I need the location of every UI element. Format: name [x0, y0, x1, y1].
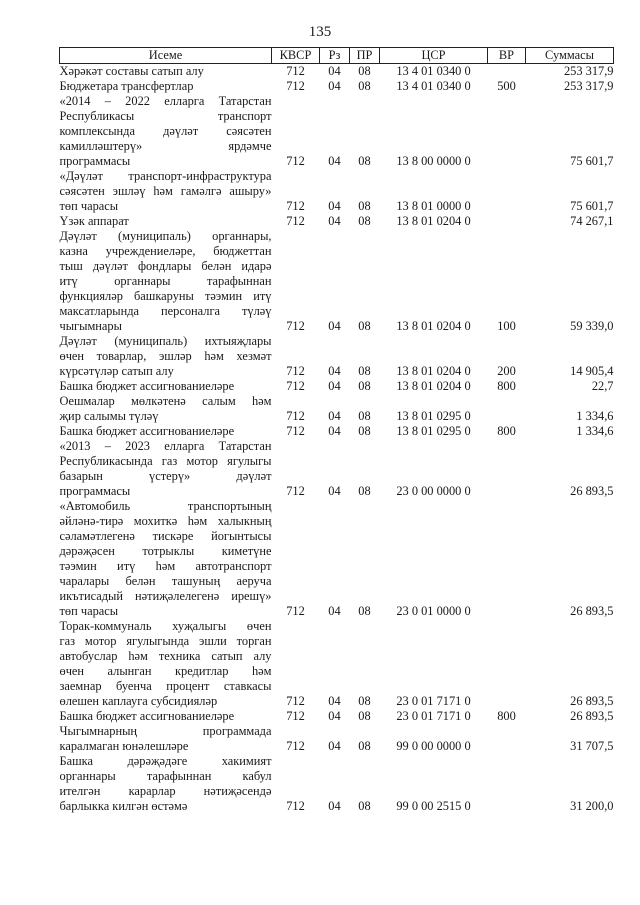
name-line: сәясәтен эшләү һәм гамәлгә ашыру»	[59, 184, 272, 198]
table-row	[60, 214, 614, 229]
cell-name	[60, 379, 272, 394]
cell-csr: 13 8 01 0204 0	[396, 364, 471, 378]
table-row	[60, 94, 614, 169]
cell-csr: 23 0 01 0000 0	[396, 604, 471, 618]
cell-rz: 04	[328, 154, 341, 168]
table-row	[60, 79, 614, 94]
name-line: барлыкка килгән өстәмә	[59, 799, 188, 813]
name-line: каралмаган юнәлешләре	[59, 739, 189, 753]
cell-name	[60, 709, 272, 724]
cell-pr: 08	[358, 709, 371, 723]
cell-kvsr: 712	[286, 79, 305, 93]
cell-name	[60, 424, 272, 439]
cell-csr: 13 8 01 0204 0	[396, 319, 471, 333]
cell-sum: 75 601,7	[570, 154, 614, 168]
header-csr: ЦСР	[380, 48, 488, 64]
name-line: Чыгымнарның программада	[59, 724, 272, 738]
name-line: Торак-коммуналь хуҗалыгы өчен	[59, 619, 272, 633]
cell-pr: 08	[358, 79, 371, 93]
cell-rz: 04	[328, 739, 341, 753]
cell-vr	[488, 214, 526, 229]
cell-name	[60, 724, 272, 754]
name-line: Башка бюджет ассигнованиеләре	[59, 424, 235, 438]
name-line: төп чарасы	[59, 199, 119, 213]
cell-pr: 08	[358, 214, 371, 228]
cell-csr: 13 8 01 0295 0	[396, 409, 471, 423]
cell-sum: 31 200,0	[570, 799, 614, 813]
name-line: өлешен каплауга субсидияләр	[59, 694, 218, 708]
name-line: программасы	[59, 484, 131, 498]
name-line: «2014 – 2022 елларга Татарстан	[59, 94, 272, 108]
table-row	[60, 334, 614, 379]
cell-kvsr: 712	[286, 424, 305, 438]
cell-rz: 04	[328, 424, 341, 438]
cell-csr: 23 0 00 0000 0	[396, 484, 471, 498]
cell-sum: 26 893,5	[570, 484, 614, 498]
cell-pr: 08	[358, 379, 371, 393]
cell-rz: 04	[328, 604, 341, 618]
cell-csr: 99 0 00 0000 0	[396, 739, 471, 753]
cell-name	[60, 754, 272, 814]
cell-sum: 26 893,5	[570, 709, 614, 723]
cell-rz: 04	[328, 709, 341, 723]
header-pr: ПР	[350, 48, 380, 64]
name-line: тәэмин итү һәм автотранспорт	[59, 559, 272, 573]
table-row	[60, 424, 614, 439]
cell-rz: 04	[328, 694, 341, 708]
cell-kvsr: 712	[286, 199, 305, 213]
cell-vr: 800	[497, 424, 516, 438]
name-line: автобуслар һәм техника сатып алу	[59, 649, 272, 663]
cell-kvsr: 712	[286, 694, 305, 708]
cell-csr: 99 0 00 2515 0	[396, 799, 471, 813]
name-line: Хәрәкәт составы сатып алу	[59, 64, 204, 78]
name-line: казна учреждениеләре, бюджеттан	[59, 244, 272, 258]
name-line: Дәүләт (муниципаль) органнары,	[59, 229, 272, 243]
name-line: Башка бюджет ассигнованиеләре	[59, 379, 235, 393]
name-line: камилләштерү» ярдәмче	[59, 139, 272, 153]
cell-pr: 08	[358, 694, 371, 708]
table-row	[60, 709, 614, 724]
table-row	[60, 379, 614, 394]
header-name: Исеме	[60, 48, 272, 64]
name-line: сәламәтлегенә тискәре йогынтысы	[59, 529, 272, 543]
cell-pr: 08	[358, 409, 371, 423]
cell-sum: 26 893,5	[570, 604, 614, 618]
cell-csr: 13 4 01 0340 0	[396, 64, 471, 78]
cell-vr	[488, 394, 526, 424]
cell-kvsr: 712	[286, 709, 305, 723]
name-line: Республикасында газ мотор ягулыгы	[59, 454, 272, 468]
header-sum: Суммасы	[526, 48, 614, 64]
cell-name	[60, 229, 272, 334]
cell-pr: 08	[358, 484, 371, 498]
cell-csr: 13 8 01 0204 0	[396, 214, 471, 228]
cell-rz: 04	[328, 64, 341, 78]
cell-kvsr: 712	[286, 379, 305, 393]
cell-rz: 04	[328, 199, 341, 213]
cell-vr	[488, 94, 526, 169]
cell-rz: 04	[328, 214, 341, 228]
header-vr: ВР	[488, 48, 526, 64]
table-row	[60, 724, 614, 754]
name-line: максатларында персоналга түләү	[59, 304, 272, 318]
cell-csr: 23 0 01 7171 0	[396, 694, 471, 708]
cell-vr	[488, 754, 526, 814]
cell-pr: 08	[358, 64, 371, 78]
cell-csr: 13 8 01 0204 0	[396, 379, 471, 393]
cell-csr: 23 0 01 7171 0	[396, 709, 471, 723]
cell-kvsr: 712	[286, 319, 305, 333]
cell-sum: 31 707,5	[570, 739, 614, 753]
cell-sum: 253 317,9	[563, 64, 614, 78]
table-row	[60, 394, 614, 424]
cell-vr	[488, 499, 526, 619]
cell-vr: 200	[497, 364, 516, 378]
name-line: Дәүләт (муниципаль) ихтыяҗлары	[59, 334, 272, 348]
name-line: төп чарасы	[59, 604, 119, 618]
cell-sum: 74 267,1	[570, 214, 614, 228]
cell-csr: 13 8 01 0000 0	[396, 199, 471, 213]
cell-csr: 13 8 00 0000 0	[396, 154, 471, 168]
cell-rz: 04	[328, 319, 341, 333]
cell-name	[60, 394, 272, 424]
table-row	[60, 754, 614, 814]
cell-pr: 08	[358, 154, 371, 168]
table-row	[60, 169, 614, 214]
cell-csr: 13 4 01 0340 0	[396, 79, 471, 93]
cell-sum: 1 334,6	[576, 409, 614, 423]
cell-pr: 08	[358, 319, 371, 333]
cell-pr: 08	[358, 604, 371, 618]
cell-pr: 08	[358, 424, 371, 438]
name-line: «Дәүләт транспорт-инфраструктура	[59, 169, 272, 183]
cell-kvsr: 712	[286, 484, 305, 498]
name-line: ителгән карарлар нәтиҗәсендә	[59, 784, 272, 798]
cell-rz: 04	[328, 79, 341, 93]
name-line: Бюджетара трансфертлар	[59, 79, 194, 93]
table-header-row	[60, 48, 614, 64]
cell-csr: 13 8 01 0295 0	[396, 424, 471, 438]
cell-vr: 800	[497, 379, 516, 393]
cell-vr	[488, 724, 526, 754]
cell-name	[60, 214, 272, 229]
header-kvsr: КВСР	[272, 48, 320, 64]
cell-name	[60, 169, 272, 214]
name-line: өчен алынган кредитлар һәм	[59, 664, 272, 678]
cell-kvsr: 712	[286, 214, 305, 228]
cell-kvsr: 712	[286, 409, 305, 423]
name-line: җир салымы түләү	[59, 409, 159, 423]
cell-kvsr: 712	[286, 154, 305, 168]
name-line: Башка дәрәҗәдәге хакимият	[59, 754, 272, 768]
name-line: заемнар буенча процент ставкасы	[59, 679, 272, 693]
name-line: программасы	[59, 154, 131, 168]
cell-pr: 08	[358, 364, 371, 378]
name-line: Башка бюджет ассигнованиеләре	[59, 709, 235, 723]
cell-sum: 75 601,7	[570, 199, 614, 213]
table-row	[60, 619, 614, 709]
cell-sum: 14 905,4	[570, 364, 614, 378]
cell-vr	[488, 619, 526, 709]
name-line: функцияләр башкаруны тәэмин итү	[59, 289, 272, 303]
cell-name	[60, 334, 272, 379]
cell-kvsr: 712	[286, 739, 305, 753]
name-line: комплексында дәүләт сәясәтен	[59, 124, 272, 138]
name-line: дәрәҗәсен тотрыклы киметүне	[59, 544, 272, 558]
cell-vr	[488, 169, 526, 214]
name-line: базарын үстерү» дәүләт	[59, 469, 272, 483]
cell-kvsr: 712	[286, 364, 305, 378]
cell-kvsr: 712	[286, 64, 305, 78]
cell-name	[60, 79, 272, 94]
cell-sum: 1 334,6	[576, 424, 614, 438]
name-line: күрсәтүләр сатып алу	[59, 364, 174, 378]
cell-pr: 08	[358, 199, 371, 213]
table-row	[60, 64, 614, 80]
cell-rz: 04	[328, 364, 341, 378]
cell-vr	[488, 64, 526, 80]
cell-name	[60, 64, 272, 80]
cell-name	[60, 94, 272, 169]
cell-pr: 08	[358, 739, 371, 753]
table-body	[60, 64, 614, 815]
name-line: чыгымнары	[59, 319, 122, 333]
name-line: Республикасы транспорт	[59, 109, 272, 123]
name-line: әйләнә-тирә мохиткә һәм халыкның	[59, 514, 272, 528]
cell-rz: 04	[328, 379, 341, 393]
name-line: тыш дәүләт фондлары белән идарә	[59, 259, 272, 273]
cell-vr	[488, 439, 526, 499]
name-line: икътисадый нәтиҗәлелегенә ирешү»	[59, 589, 272, 603]
cell-name	[60, 499, 272, 619]
name-line: «Автомобиль транспортының	[59, 499, 272, 513]
cell-sum: 26 893,5	[570, 694, 614, 708]
cell-kvsr: 712	[286, 799, 305, 813]
name-line: итү органнары тарафыннан	[59, 274, 272, 288]
cell-name	[60, 619, 272, 709]
table-row	[60, 229, 614, 334]
name-line: «2013 – 2023 елларга Татарстан	[59, 439, 272, 453]
cell-vr: 800	[497, 709, 516, 723]
cell-sum: 22,7	[591, 379, 614, 393]
page-number: 135	[308, 24, 332, 40]
cell-sum: 59 339,0	[570, 319, 614, 333]
cell-vr: 100	[497, 319, 516, 333]
header-rz: Рз	[320, 48, 350, 64]
cell-rz: 04	[328, 799, 341, 813]
name-line: газ мотор ягулыгында эшли торган	[59, 634, 272, 648]
table-row	[60, 499, 614, 619]
cell-kvsr: 712	[286, 604, 305, 618]
cell-vr: 500	[497, 79, 516, 93]
name-line: Үзәк аппарат	[59, 214, 129, 228]
name-line: Оешмалар мөлкәтенә салым һәм	[59, 394, 272, 408]
name-line: өчен товарлар, эшләр һәм хезмәт	[59, 349, 272, 363]
cell-rz: 04	[328, 484, 341, 498]
table-row	[60, 439, 614, 499]
name-line: органнары тарафыннан кабул	[59, 769, 272, 783]
cell-rz: 04	[328, 409, 341, 423]
cell-name	[60, 439, 272, 499]
budget-table	[59, 47, 614, 814]
cell-sum: 253 317,9	[563, 79, 614, 93]
name-line: чаралары белән ташуның аеруча	[59, 574, 272, 588]
cell-pr: 08	[358, 799, 371, 813]
